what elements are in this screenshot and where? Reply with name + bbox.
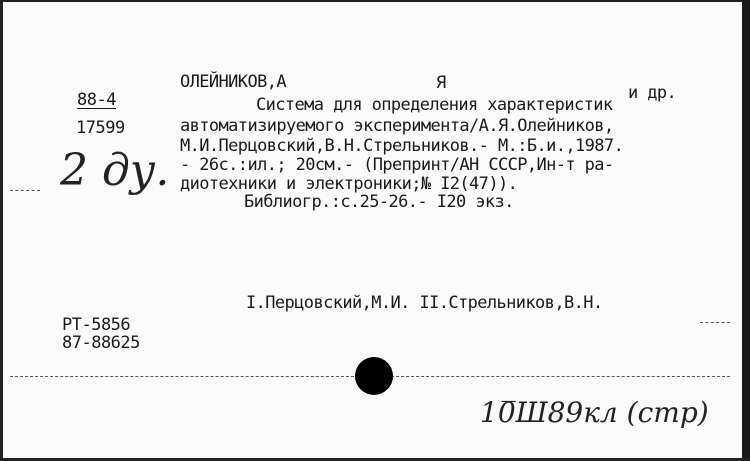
body-line-3: М.И.Перцовский,В.Н.Стрельников.- М.:Б.и.,1987. (180, 136, 624, 156)
body-line-6: Библиогр.:с.25-26.- I20 экз. (244, 192, 514, 212)
card-hole (355, 357, 393, 395)
card-right-edge (742, 0, 750, 461)
body-line-1: Система для определения характеристик (256, 95, 613, 115)
card-left-edge (0, 0, 3, 461)
and-others: и др. (628, 83, 677, 103)
accession-number: 17599 (76, 118, 125, 138)
control-number: 87-88625 (62, 333, 140, 353)
body-line-5: диотехники и электроники;№ I2(47)). (180, 174, 518, 194)
left-divider (10, 190, 40, 191)
author-initial: Я (436, 73, 446, 93)
body-line-4: - 26с.:ил.; 20см.- (Препринт/АН СССР,Ин-т ра- (180, 155, 614, 175)
added-entries: I.Перцовский,М.И. II.Стрельников,В.Н. (246, 293, 603, 313)
card-top-edge (0, 0, 750, 2)
right-divider (700, 322, 730, 323)
handwritten-mark: 2 ду. (60, 145, 170, 196)
rt-number: РТ-5856 (62, 315, 131, 335)
body-line-2: автоматизируемого эксперимента/А.Я.Олейников, (180, 116, 614, 136)
handwritten-note: 10̅Ш89кл (стр) (480, 396, 709, 429)
author-name: ОЛЕЙНИКОВ,А (180, 72, 286, 92)
shelf-mark: 88-4 (77, 90, 116, 110)
